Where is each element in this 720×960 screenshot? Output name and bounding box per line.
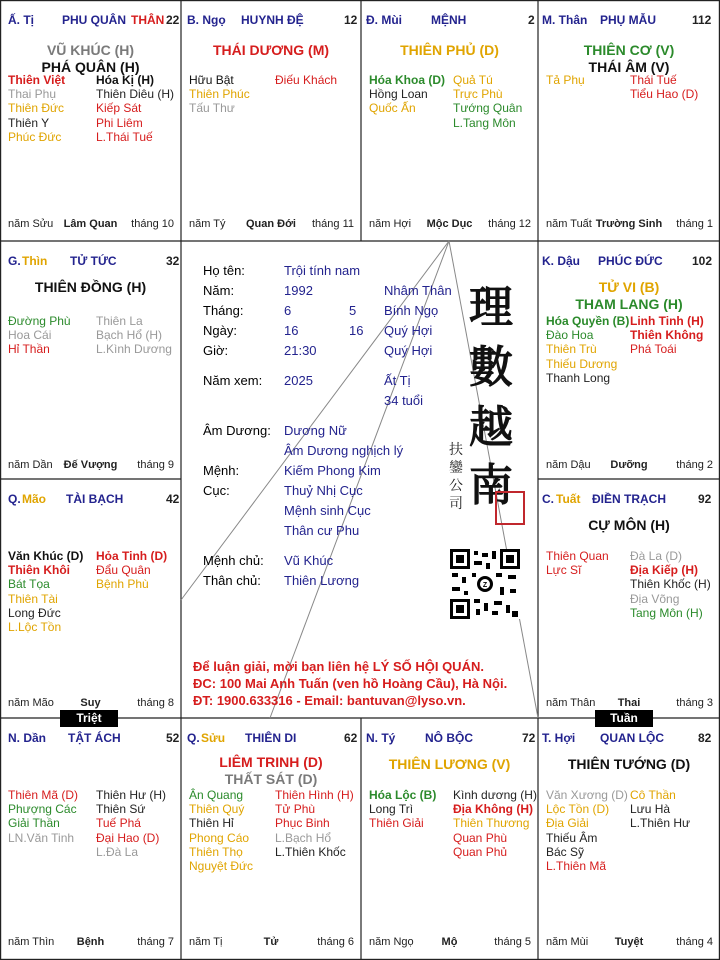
minor-star: Quan Phù	[453, 830, 508, 845]
minor-star: Thiên Thọ	[189, 844, 243, 859]
info-label: Mệnh chủ:	[203, 553, 264, 568]
minor-star: Thiên Tài	[8, 591, 58, 606]
main-star: THIÊN ĐỒNG (H)	[34, 279, 147, 295]
minor-stars-right	[630, 314, 704, 357]
footer-cycle: Bệnh	[76, 936, 105, 948]
palace-header-text: 92	[698, 492, 712, 506]
minor-star: Thiên Phúc	[189, 87, 250, 102]
minor-star: L.Thiên Khốc	[275, 844, 346, 859]
info-value: 16	[349, 323, 364, 338]
minor-star: Quan Phủ	[453, 844, 508, 859]
footer-year: năm Sửu	[8, 218, 54, 230]
minor-stars-right	[96, 73, 174, 144]
main-stars	[538, 42, 720, 76]
minor-stars-right	[96, 314, 172, 357]
palace-header-text: TẬT ÁCH	[68, 731, 121, 745]
minor-star: Hóa Kị (H)	[96, 73, 154, 87]
footer-year: năm Thìn	[8, 936, 55, 948]
footer-month: tháng 9	[137, 459, 174, 471]
footer-month: tháng 1	[676, 218, 713, 230]
main-star: THÁI ÂM (V)	[588, 59, 670, 75]
palace-header-text: G.	[8, 254, 21, 268]
info-label: Cục:	[203, 483, 230, 498]
palace-header-text: K. Dậu	[542, 254, 581, 268]
palace-header-text: 42	[166, 492, 180, 506]
minor-star: Thiên Trù	[546, 342, 597, 357]
calligraphy-char-3: 越	[469, 402, 513, 453]
minor-star: Thiên Mã (D)	[8, 788, 79, 802]
footer-month: tháng 7	[137, 936, 174, 948]
main-stars	[538, 279, 720, 313]
info-label: Giờ:	[203, 343, 229, 358]
palace-header-text: TÀI BẠCH	[66, 492, 124, 506]
info-value: Mệnh sinh Cục	[284, 503, 371, 518]
minor-star: Long Đức	[8, 605, 61, 620]
palace-header-text: HUYNH ĐỆ	[241, 13, 304, 27]
info-label: Âm Dương:	[203, 423, 271, 438]
minor-star: Hoa Cái	[8, 328, 52, 343]
minor-star: Đường Phù	[8, 314, 71, 328]
info-label: Thân chủ:	[203, 573, 261, 588]
palace-header-text: THÂN	[131, 13, 165, 27]
minor-star: Đại Hao (D)	[96, 830, 160, 845]
footer-cycle: Mộc Dục	[426, 218, 473, 230]
minor-star: L.Đà La	[96, 844, 139, 859]
palace-tuat[interactable]	[538, 479, 720, 718]
minor-star: L.Tang Môn	[453, 115, 516, 130]
palace-dan[interactable]	[0, 718, 181, 960]
minor-star: Tử Phù	[275, 802, 316, 817]
center-info-panel	[181, 241, 538, 718]
minor-star: Kiếp Sát	[96, 101, 142, 116]
info-value: 5	[349, 303, 357, 318]
minor-star: Tuế Phá	[96, 816, 141, 831]
info-value: Nhâm Thân	[384, 283, 452, 298]
palace-ty[interactable]	[0, 0, 181, 241]
info-label: Họ tên:	[203, 263, 245, 278]
palace-header-text: Q.	[187, 731, 200, 745]
footer-year: năm Mão	[8, 697, 54, 709]
calligraphy-char-1: 理	[469, 282, 513, 333]
info-value: 16	[284, 323, 299, 338]
palace-header-text: MỆNH	[431, 13, 467, 27]
svg-text:Z: Z	[482, 582, 488, 589]
minor-star: Quốc Ấn	[369, 101, 416, 116]
main-stars	[0, 42, 181, 76]
palace-header-text: T. Hợi	[542, 731, 576, 745]
minor-stars-right	[96, 788, 166, 859]
footer-cycle: Quan Đới	[246, 218, 296, 230]
footer-month: tháng 12	[488, 218, 531, 230]
palace-header-text: 62	[344, 731, 358, 745]
tuan-marker: Tuần	[595, 710, 653, 727]
footer-cycle: Suy	[80, 697, 101, 709]
minor-star: Tả Phụ	[546, 73, 585, 87]
palace-header-text: NÔ BỘC	[425, 731, 473, 745]
minor-star: Hỏa Tinh (D)	[96, 549, 168, 563]
main-star: THIÊN LƯƠNG (V)	[388, 756, 511, 772]
minor-star: Thiên Diêu (H)	[96, 87, 175, 102]
contact-line: ĐT: 1900.633316 - Email: bantuvan@lyso.vn.	[193, 693, 466, 708]
minor-star: Đẩu Quân	[96, 563, 151, 578]
minor-star: Thiên Không	[630, 328, 704, 343]
palace-ngo[interactable]	[181, 0, 361, 241]
footer-cycle: Dưỡng	[610, 459, 648, 471]
minor-star: Thiếu Âm	[546, 830, 598, 845]
minor-star: Đào Hoa	[546, 328, 594, 343]
palace-ty2[interactable]	[361, 718, 538, 960]
qr-code[interactable]	[450, 549, 520, 619]
info-value: 6	[284, 303, 292, 318]
minor-stars-right	[630, 788, 690, 831]
minor-stars-left	[546, 788, 628, 873]
minor-star: Long Trì	[369, 802, 414, 817]
main-star: THẤT SÁT (D)	[224, 771, 318, 787]
palace-than[interactable]	[538, 0, 720, 241]
minor-star: Quả Tú	[453, 73, 493, 87]
minor-star: Hỉ Thần	[8, 342, 50, 357]
info-value: 34 tuổi	[384, 393, 424, 408]
footer-month: tháng 3	[676, 697, 713, 709]
minor-star: Địa Không (H)	[453, 802, 533, 817]
footer-cycle: Trường Sinh	[595, 218, 663, 230]
minor-star: Thiên Sứ	[96, 802, 146, 817]
info-value: Âm Dương nghịch lý	[284, 443, 404, 458]
main-stars	[361, 756, 538, 773]
palace-header-text: 12	[344, 13, 358, 27]
palace-header-text: Ấ. Tị	[8, 13, 34, 27]
calligraphy-char-2: 數	[469, 342, 513, 393]
minor-star: L.Thiên Mã	[546, 858, 607, 873]
palace-header-text: 22	[166, 13, 180, 27]
palace-mui[interactable]	[361, 0, 538, 241]
info-value: Dương Nữ	[284, 423, 347, 438]
palace-header-text: ĐIỀN TRẠCH	[592, 492, 666, 506]
minor-star: Địa Kiếp (H)	[630, 563, 699, 578]
minor-star: Bác Sỹ	[546, 844, 585, 859]
info-value: Ất Tị	[384, 373, 411, 388]
minor-star: Hồng Loan	[369, 87, 428, 102]
footer-year: năm Tị	[189, 936, 223, 948]
palace-header-text: 72	[522, 731, 536, 745]
minor-star: Cô Thần	[630, 788, 676, 802]
minor-star: Phong Cáo	[189, 830, 250, 845]
footer-month: tháng 2	[676, 459, 713, 471]
palace-header-text: TỬ TỨC	[70, 254, 117, 268]
info-label: Tháng:	[203, 303, 244, 318]
minor-stars-left	[189, 788, 253, 873]
info-label: Mệnh:	[203, 463, 240, 478]
footer-cycle: Đế Vượng	[63, 459, 118, 471]
minor-star: Hóa Khoa (D)	[369, 73, 445, 87]
main-star: THIÊN PHỦ (D)	[400, 42, 499, 58]
footer-cycle: Thai	[617, 697, 641, 709]
minor-star: Kình dương (H)	[453, 788, 537, 802]
info-value: 2025	[284, 373, 313, 388]
main-star: VŨ KHÚC (H)	[46, 42, 135, 58]
minor-star: Bạch Hổ (H)	[96, 328, 163, 343]
footer-year: năm Dần	[8, 459, 53, 471]
footer-cycle: Mộ	[441, 936, 458, 948]
minor-star: Thiên Hư (H)	[96, 788, 167, 802]
footer-month: tháng 8	[137, 697, 174, 709]
footer-month: tháng 4	[676, 936, 713, 948]
main-stars	[538, 756, 720, 773]
minor-star: Phượng Các	[8, 802, 77, 817]
minor-star: Thiên La	[96, 314, 143, 328]
palace-dau[interactable]	[538, 241, 720, 479]
minor-star: L.Bạch Hổ	[275, 830, 332, 845]
minor-stars-right	[453, 73, 522, 130]
palace-header-text: M. Thân	[542, 13, 588, 27]
minor-star: Tiểu Hao (D)	[630, 87, 699, 102]
minor-stars-left	[8, 549, 83, 634]
minor-star: Linh Tinh (H)	[630, 314, 704, 328]
minor-star: Văn Khúc (D)	[8, 549, 84, 563]
main-star: LIÊM TRINH (D)	[219, 754, 323, 770]
minor-star: Phá Toái	[630, 342, 677, 357]
palace-header-text: Tuất	[556, 492, 581, 506]
minor-stars-left	[189, 73, 250, 116]
minor-star: Phục Binh	[275, 816, 330, 831]
minor-star: Thiên Khốc (H)	[630, 577, 711, 592]
footer-year: năm Hợi	[369, 218, 412, 230]
minor-star: Tấu Thư	[189, 101, 235, 116]
main-star: THIÊN CƠ (V)	[583, 42, 675, 58]
minor-star: Điếu Khách	[275, 73, 338, 87]
minor-star: Thiên Quý	[189, 802, 245, 817]
minor-star: Nguyệt Đức	[189, 858, 254, 873]
info-value: Vũ Khúc	[284, 553, 334, 568]
palace-header-text: Thìn	[22, 254, 48, 268]
minor-stars-right	[96, 549, 167, 592]
minor-stars-left	[8, 788, 78, 845]
main-star: THIÊN TƯỚNG (D)	[567, 756, 691, 772]
minor-stars-right	[453, 788, 537, 859]
minor-stars-left	[546, 314, 629, 385]
footer-cycle: Tử	[263, 936, 279, 948]
info-value: 21:30	[284, 343, 317, 358]
minor-stars-right	[630, 549, 711, 620]
minor-star: Địa Võng	[630, 591, 680, 606]
contact-line: Để luận giải, mời bạn liên hệ LÝ SỐ HỘI QUÁN.	[193, 659, 484, 674]
palace-header-text: 112	[692, 13, 712, 27]
palace-mao[interactable]	[0, 479, 181, 718]
minor-star: Văn Xương (D)	[546, 788, 628, 802]
minor-star: Hữu Bật	[189, 73, 234, 87]
minor-star: L.Thiên Hư	[630, 816, 691, 831]
minor-star: Thanh Long	[546, 370, 611, 385]
palace-header-text: THIÊN DI	[245, 731, 297, 745]
palace-header-text: Mão	[22, 492, 46, 506]
minor-stars-left	[8, 314, 71, 357]
main-star: THAM LANG (H)	[575, 296, 683, 312]
palace-header-text: PHÚC ĐỨC	[598, 254, 663, 268]
main-stars	[181, 42, 361, 59]
calligraphy-char-4: 南	[469, 460, 513, 511]
footer-year: năm Tuất	[546, 218, 592, 230]
minor-star: Bát Tọa	[8, 577, 50, 592]
minor-star: Tang Môn (H)	[630, 605, 703, 620]
palace-header-text: PHỤ MẪU	[600, 13, 656, 27]
minor-star: LN.Văn Tinh	[8, 830, 75, 845]
palace-header-text: B. Ngọ	[187, 13, 226, 27]
red-seal-stamp	[495, 491, 525, 525]
footer-year: năm Ngọ	[369, 936, 414, 948]
info-value: Bính Ngọ	[384, 303, 439, 318]
minor-star: Bệnh Phù	[96, 577, 149, 592]
footer-cycle: Lâm Quan	[63, 218, 118, 230]
minor-stars-right	[630, 73, 698, 101]
minor-star: Thiếu Dương	[546, 356, 618, 371]
footer-year: năm Thân	[546, 697, 596, 709]
footer-month: tháng 11	[311, 218, 354, 230]
palace-header-text: C.	[542, 492, 554, 506]
main-star: CỰ MÔN (H)	[588, 517, 670, 533]
minor-star: L.Kình Dương	[96, 342, 172, 357]
palace-header-text: PHU QUÂN	[62, 13, 127, 27]
footer-month: tháng 10	[131, 218, 174, 230]
minor-star: Thiên Khôi	[8, 563, 70, 578]
footer-cycle: Tuyệt	[614, 936, 644, 948]
info-value: Trội tính nam	[284, 263, 361, 278]
palace-header-text: 32	[166, 254, 180, 268]
footer-year: năm Mùi	[546, 936, 589, 948]
main-stars	[538, 517, 720, 534]
info-label: Năm xem:	[203, 373, 263, 388]
minor-star: Phi Liêm	[96, 115, 143, 130]
palace-thin[interactable]	[0, 241, 181, 479]
palace-hoi[interactable]	[538, 718, 720, 960]
minor-star: Tướng Quân	[453, 101, 523, 116]
minor-star: L.Lộc Tồn	[8, 619, 62, 634]
main-stars	[0, 279, 181, 296]
palace-header-text: QUAN LỘC	[600, 731, 664, 745]
minor-star: Lộc Tồn (D)	[546, 802, 610, 817]
info-label: Ngày:	[203, 323, 237, 338]
minor-star: Địa Giải	[546, 816, 589, 831]
triet-marker: Triệt	[60, 710, 118, 727]
main-star: THÁI DƯƠNG (M)	[212, 42, 330, 58]
palace-header-text: Q.	[8, 492, 21, 506]
minor-star: Lực Sĩ	[546, 563, 582, 578]
main-star: TỬ VI (B)	[598, 279, 660, 295]
minor-stars-right	[275, 73, 337, 87]
footer-month: tháng 6	[317, 936, 354, 948]
info-value: Quý Hợi	[384, 343, 433, 358]
footer-month: tháng 5	[494, 936, 531, 948]
contact-line: ĐC: 100 Mai Anh Tuấn (ven hồ Hoàng Cầu), Hà Nội.	[193, 676, 508, 691]
minor-star: Thiên Quan	[546, 549, 609, 563]
info-value: Thuỷ Nhị Cục	[284, 483, 363, 498]
minor-star: Thiên Y	[8, 115, 50, 130]
minor-star: Ân Quang	[189, 788, 244, 802]
minor-stars-left	[8, 73, 65, 144]
palace-header-text: N. Tý	[366, 731, 396, 745]
company-vertical-text: 扶 鑾 公 司	[449, 442, 463, 512]
minor-star: Thiên Hỉ	[189, 816, 234, 831]
info-value: Thân cư Phu	[284, 523, 360, 538]
minor-star: L.Thái Tuế	[96, 129, 153, 144]
minor-stars-left	[546, 73, 585, 87]
palace-suu[interactable]	[181, 718, 361, 960]
minor-stars-left	[369, 73, 445, 116]
info-value: 1992	[284, 283, 313, 298]
minor-star: Lưu Hà	[630, 802, 671, 817]
minor-star: Thiên Thương	[453, 816, 530, 831]
minor-star: Thiên Việt	[8, 73, 66, 87]
palace-header-text: 82	[698, 731, 712, 745]
minor-stars-left	[369, 788, 436, 831]
minor-star: Thiên Giải	[369, 816, 424, 831]
palace-header-text: Sửu	[201, 731, 226, 745]
minor-star: Hóa Lộc (B)	[369, 788, 437, 802]
palace-header-text: 2	[528, 13, 535, 27]
info-value: Thiên Lương	[284, 573, 360, 588]
minor-star: Trực Phù	[453, 87, 503, 102]
palace-header-text: Đ. Mùi	[366, 13, 402, 27]
info-value: Kiếm Phong Kim	[284, 463, 381, 478]
minor-star: Hóa Quyền (B)	[546, 314, 630, 328]
palace-header-text: N. Dần	[8, 731, 47, 745]
palace-header-text: 52	[166, 731, 180, 745]
footer-year: năm Dậu	[546, 459, 591, 471]
footer-year: năm Tý	[189, 218, 226, 230]
minor-star: Thái Tuế	[630, 73, 677, 87]
main-star: PHÁ QUÂN (H)	[41, 59, 140, 75]
minor-stars-right	[275, 788, 354, 859]
minor-star: Đà La (D)	[630, 549, 683, 563]
minor-star: Thai Phụ	[8, 87, 57, 102]
minor-stars-left	[546, 549, 609, 577]
minor-star: Phúc Đức	[8, 129, 62, 144]
main-stars	[361, 42, 538, 59]
minor-star: Giải Thần	[8, 816, 60, 831]
palace-header-text: 102	[692, 254, 713, 268]
info-value: Quý Hợi	[384, 323, 433, 338]
minor-star: Thiên Hình (H)	[275, 788, 354, 802]
info-label: Năm:	[203, 283, 235, 298]
minor-star: Thiên Đức	[8, 101, 65, 116]
main-stars	[181, 754, 361, 788]
